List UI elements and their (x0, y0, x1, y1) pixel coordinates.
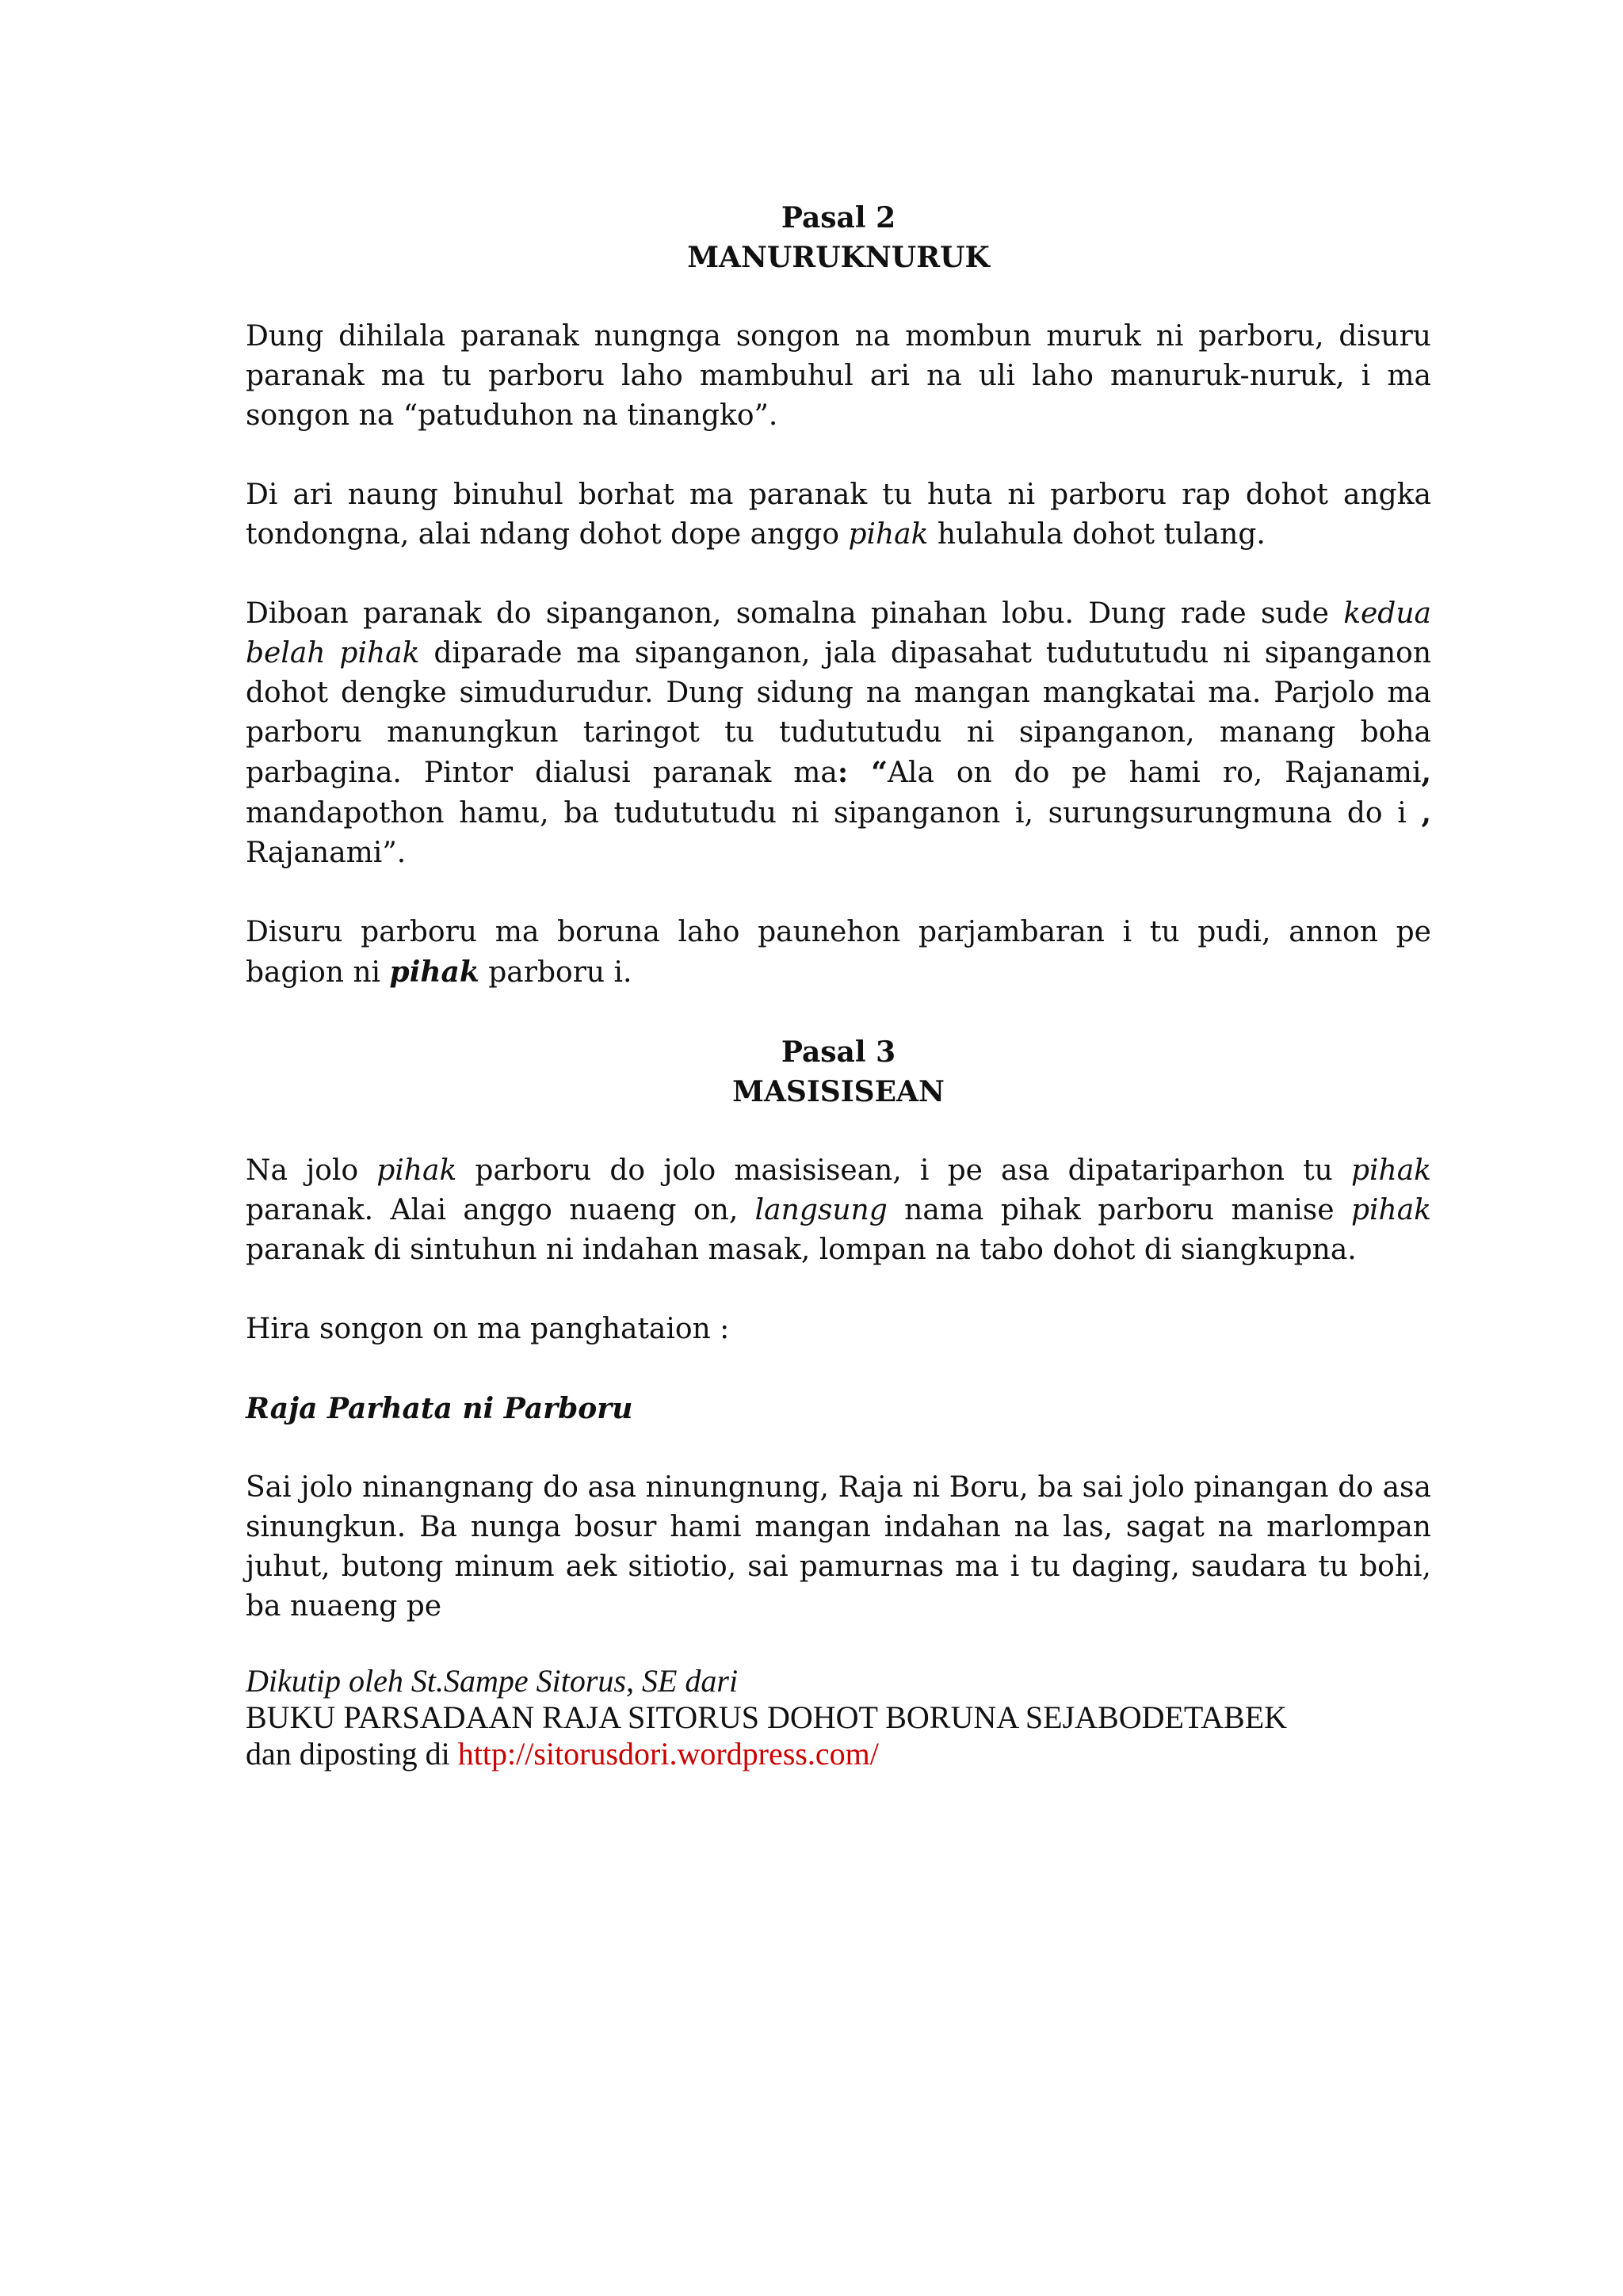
bold-italic-term: pihak (389, 955, 479, 989)
italic-term: kedua belah pihak (246, 597, 1431, 669)
document-page (246, 198, 1431, 1772)
pasal-3-paragraph-3: Sai jolo ninangnang do asa ninungnung, Raja ni Boru, ba sai jolo pinangan do asa sinungkun. Ba nunga bosur hami mangan indahan na las, sagat na marlompan juhut, butong minum aek sitiotio, sai pamurnas ma i tu daging, saudara tu bohi, ba nuaeng pe (246, 1471, 1431, 1623)
pasal-3-number: Pasal 3 (781, 1035, 896, 1069)
italic-term: pihak (848, 518, 929, 551)
italic-term: pihak (1350, 1194, 1431, 1226)
pasal-3-title: MASISISEAN (732, 1075, 945, 1108)
italic-term: langsung (754, 1194, 888, 1226)
footer-credit: Dikutip oleh St.Sampe Sitorus, SE dari (246, 1663, 739, 1699)
pasal-2-title: MANURUKNURUK (687, 241, 990, 274)
pasal-2-paragraph-3: Diboan paranak do sipanganon, somalna pinahan lobu. Dung rade sude kedua belah pihak diparade ma sipanganon, jala dipasahat tudututudu ni sipanganon dohot dengke simudurudur. Dung sidung na mangan mangkatai ma. Parjolo ma parboru manungkun taringot tu tudututudu ni sipanganon, manang boha parbagina. Pintor dialusi paranak ma: “Ala on do pe hami ro, Rajanami, mandapothon hamu, ba tudututudu ni sipanganon i, surungsurungmuna do i , Rajanami”. (246, 597, 1432, 869)
pasal-2-paragraph-2: Di ari naung binuhul borhat ma paranak tu huta ni parboru rap dohot angka tondongna, alai ndang dohot dope anggo pihak hulahula dohot tulang. (246, 479, 1431, 551)
footer-posted-line: dan diposting di http://sitorusdori.wordpress.com/ (246, 1736, 879, 1772)
footer-blog-link[interactable]: http://sitorusdori.wordpress.com/ (457, 1736, 879, 1772)
pasal-3-paragraph-2: Hira songon on ma panghataion : (246, 1313, 730, 1345)
pasal-2-paragraph-4: Disuru parboru ma boruna laho paunehon parjambaran i tu pudi, annon pe bagion ni pihak parboru i. (246, 916, 1431, 989)
footer-book-title: BUKU PARSADAAN RAJA SITORUS DOHOT BORUNA SEJABODETABEK (246, 1699, 1288, 1735)
source-footer (246, 1663, 1431, 1772)
speaker-heading: Raja Parhata ni Parboru (246, 1392, 633, 1425)
italic-term: pihak (1350, 1154, 1431, 1187)
pasal-2-number: Pasal 2 (781, 201, 896, 235)
pasal-3-paragraph-1: Na jolo pihak parboru do jolo masisisean, i pe asa dipatariparhon tu pihak paranak. Alai anggo nuaeng on, langsung nama pihak parboru manise pihak paranak di sintuhun ni indahan masak, lompan na tabo dohot di siangkupna. (246, 1154, 1431, 1266)
italic-term: pihak (376, 1154, 457, 1187)
pasal-2-paragraph-1: Dung dihilala paranak nungnga songon na mombun muruk ni parboru, disuru paranak ma tu parboru laho mambuhul ari na uli laho manuruk-nuruk, i ma songon na “patuduhon na tinangko”. (246, 320, 1431, 432)
